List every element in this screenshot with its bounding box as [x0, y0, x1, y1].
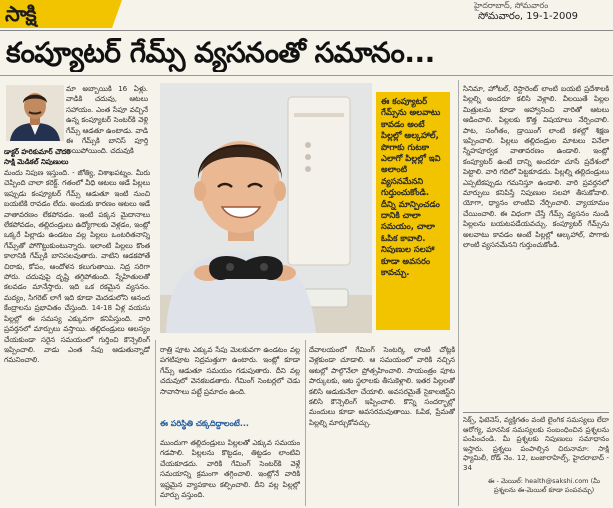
- boy-with-controller-illustration: [160, 83, 372, 333]
- section-subheading: ఈ పరిస్థితి చక్కదిద్దాలంటే...: [160, 419, 249, 428]
- email-note: ఈ - మెయిల్: health@sakshi.com (మీ ప్రశ్నలను ఈ-మెయిల్ కూడా పంపవచ్చు): [488, 477, 600, 494]
- author-title: సాక్షి మెడికల్ నిపుణులు: [4, 158, 69, 166]
- boy-playing-game-photo: [160, 83, 372, 333]
- column-1-text: మందు నిపుణ ఇస్తుంది. - జోత్యి, విశాఖపట్నం. మీరు చెప్పింది చాలా కరెక్ట్. గతంలో వీధి ఆటలు ఆడే పిల్లలు ఇప్పుడు కంప్యూటర్ గేమ్స్ ఆడుతూ ఇంటి నుంచి బయటికి రావడం లేదు. అందుకు కారణం ఆటలు ఆడే వాతావరణం లేకపోవడం. ఇంటి పక్కన మైదానాలు లేకపోవడం, తల్లిదండ్రులు ఉద్యోగాలకు వెళ్లడం, ఇంట్లో ఒక్కరే పిల్లాడు ఉండటం వల్ల పిల్లలు ఒంటరితనాన్ని గేమ్స్‌తో పోగొట్టుకుంటున్నారు. ఇలాంటి పిల్లలు కొంత కాలానికి గేమ్స్‌కి బానిసలవుతారు. వాటిని ఆడకపోతే చిరాకు, కోపం, ఆందోళన కలుగుతాయి. నిద్ర సరిగా పోరు. చదువుపై దృష్టి తగ్గిపోతుంది. స్నేహితులతో కలవడం మానేస్తారు. ఇది ఒక రకమైన వ్యసనం. మద్యం, సిగరెట్ లాగే ఇది కూడా మెదడులోని ఆనంద కేంద్రాలను ప్రభావితం చేస్తుంది. 14-18 ఏళ్ల వయసు పిల్లల్లో ఈ సమస్య ఎక్కువగా కనిపిస్తుంది. వారి ప్రవర్తనలో మార్పులు వస్తాయి. తల్లిదండ్రులు ఆలస్యం చేయకుండా సరైన సమయంలో గుర్తించి కౌన్సెలింగ్ ఇప్పించాలి. వాడు ఎంత సేపు ఆడుతున్నాడో గమనించాలి.: [4, 168, 150, 365]
- column-3-text: దేవాలయంలో గేమింగ్ సెంటర్కి లాంటి చోట్లకి వెళ్లకుండా చూడాలి. ఆ సమయంలో వారికి నచ్చిన ఆటల్లో పాల్గొనేలా ప్రోత్సహించాలి. సాయంత్రం పూట పార్కులకు, ఆట స్థలాలకు తీసుకెళ్లాలి. ఇతర పిల్లలతో కలిసి ఆడుకునేలా చేయాలి. అవసరమైతే సైకాలజిస్ట్‌ని కలిసి కౌన్సెలింగ్ ఇప్పించాలి. కొన్ని సందర్భాల్లో మందులు కూడా అవసరమవుతాయి. ఓపిక, ప్రేమతో పిల్లల్ని మార్చుకోవచ్చు.: [309, 345, 455, 427]
- intro-question: మా అబ్బాయికి 16 ఏళ్లు. వాడికి చదువు, ఆటలు సహాయం. ఎంత సేపూ వచ్చినే ఉన్న కంప్యూటర్ సెంటర్‌కి వెళ్లి గేమ్స్ ఆడతూ ఉంటాడు. వాడి ఈ గేమ్స్‌కి బానిస్ పూర్తి అయిపోయింది. చదువుకి: [66, 84, 148, 156]
- headline-rule: [0, 75, 613, 76]
- logo-text: సాక్షి: [5, 2, 36, 26]
- reader-questions-note: సెక్స్, ఫిటెనెస్, వ్యక్తిగతం వంటి లైంగిక సమస్యలు లేదా ఆరోగ్య, మానసిక సమస్యలకు సంబంధించిన ప్రశ్నలను పంపించండి. మీ ప్రశ్నలకు నిపుణులు సమాధానం ఇస్తారు. ప్రశ్నలు పంపాల్సిన చిరునామా: సాక్షి ఫ్యామిలీ, రోడ్ నెం. 12, బంజారాహిల్స్, హైదరాబాద్ - 34: [463, 416, 609, 472]
- column-2-text: రాత్రి పూట ఎక్కువ సేపు మెలకువగా ఉండటం వల్ల పగటిపూట నిద్రమత్తుగా ఉంటారు. ఇంట్లో కూడా గేమ్స్ ఆడుతూ సమయం గడుపుతారు. దీని వల్ల చదువులో వెనకబడతారు. గేమింగ్ సెంటర్లలో చెడు సావాసాలు పట్టే ప్రమాదం ఉంది.: [160, 345, 300, 396]
- author-photo: [6, 85, 64, 141]
- pull-quote-box: ఈ కంప్యూటర్ గేమ్స్‌ను అలవాటు కావడం అంటే పిల్లల్లో ఆల్కహాల్, పొగాకు గుటకా ఎలాగో పిల్లల్లో ఇవి అలాంటి వ్యసనమేనని గుర్తుంచుకోండి. దీన్ని మాన్పించడం దానికి చాలా సమయం, చాలా ఓపిక కావాలి. నిపుణుల సలహా కూడా అవసరం కావచ్చు.: [376, 92, 450, 330]
- sakshi-logo: [0, 0, 112, 28]
- author-portrait-icon: [6, 85, 64, 141]
- column-4-text: సినిమా, హోటల్, రెస్టారెంట్ లాంటి బయటి ప్రదేశాలకి పిల్లల్ని అందరూ కలిసి వెళ్లాలి. వీలయితే పిల్లల మిత్రులను కూడా ఆహ్వానించి వారితో ఆటలు ఆడించాలి. పిల్లలకు కొత్త విషయాలు నేర్పించాలి. పాట, సంగీతం, డ్రాయింగ్ లాంటి కళల్లో శిక్షణ ఇప్పించాలి. పిల్లలు తల్లిదండ్రుల మాటలు వినేలా స్నేహపూర్వక వాతావరణం ఉండాలి. ఇంట్లో కంప్యూటర్ ఉంటే దాన్ని అందరూ చూసే ప్రదేశంలో పెట్టాలి. వారి గదిలో పెట్టకూడదు. పిల్లల్ని తల్లిదండ్రులు ఎప్పటికప్పుడు గమనిస్తూ ఉండాలి. వారి ప్రవర్తనలో మార్పులు కనిపిస్తే నిపుణుల సలహా తీసుకోవాలి. యోగా, ధ్యానం లాంటివి నేర్పించాలి. వ్యాయామం చేయించాలి. ఈ విధంగా చేస్తే గేమ్స్ వ్యసనం నుండి పిల్లలను బయటపడేయవచ్చు. కంప్యూటర్ గేమ్స్‌ను అలవాటు కావడం అంటే పిల్లల్లో ఆల్కహాల్, పొగాకు లాంటి వ్యసనమేనని గుర్తుంచుకోండి.: [463, 84, 609, 250]
- author-name: డాక్టర్ హరికుమార్ చౌదరి: [4, 148, 71, 156]
- edition-line: హైదరాబాద్, సోమవారం: [474, 1, 549, 10]
- date-line: సోమవారం, 19-1-2009: [478, 11, 579, 22]
- column-2b-text: ముందుగా తల్లిదండ్రులు పిల్లలతో ఎక్కువ సమయం గడపాలి. పిల్లలను కొట్టడం, తిట్టడం లాంటివి చేయకూడదు. వారికి గేమింగ్ సెంటర్‌కి వెళ్లే సమయాన్ని క్రమంగా తగ్గించాలి. ఇంట్లోనే వారికి ఇష్టమైన వ్యాపకాలు కల్పించాలి. దీని వల్ల పిల్లల్లో మార్పు వస్తుంది.: [160, 438, 300, 500]
- article-headline: కంప్యూటర్ గేమ్స్ వ్యసనంతో సమానం...: [6, 36, 435, 69]
- masthead-rule: [0, 30, 613, 31]
